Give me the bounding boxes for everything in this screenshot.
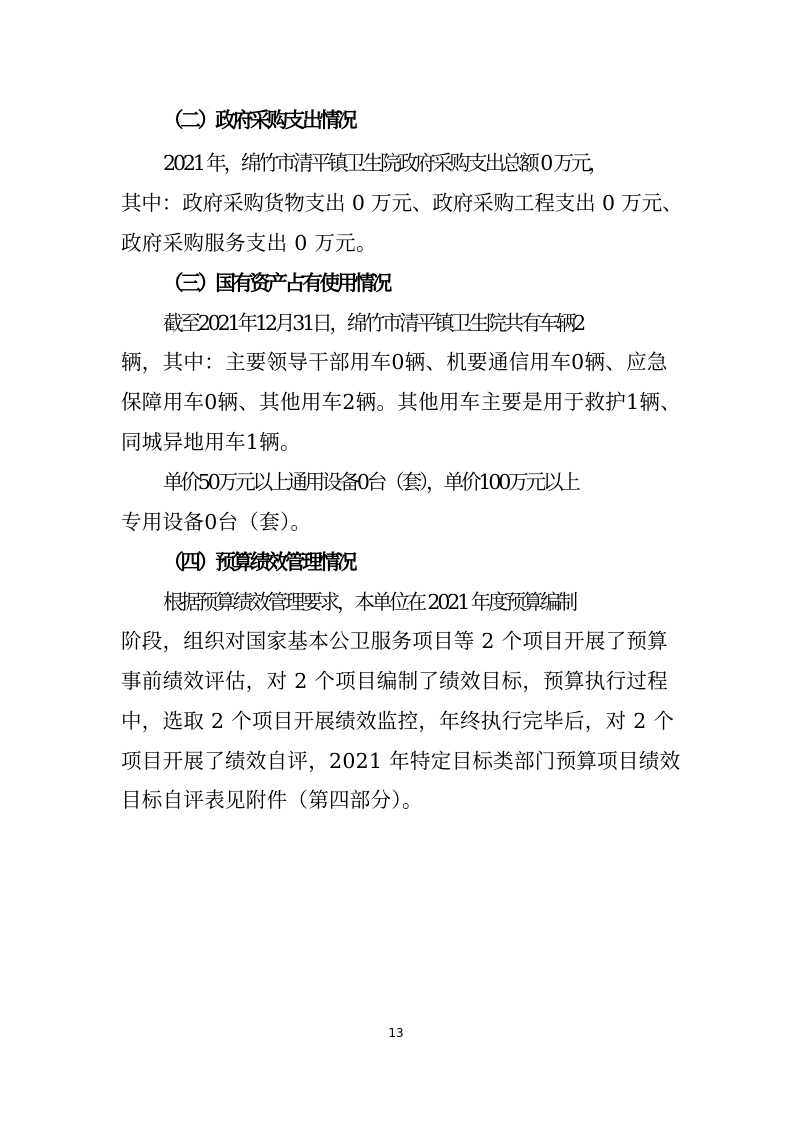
page-number: 13: [388, 1026, 404, 1040]
paragraph-line: 其中：政府采购货物支出 0 万元、政府采购工程支出 0 万元、: [121, 191, 683, 215]
paragraph-line: 根据预算绩效管理要求，本单位在 2021 年度预算编制: [163, 590, 576, 614]
paragraph-line: 单价50万元以上通用设备0台（套），单价100万元以上: [163, 470, 578, 494]
paragraph-line: 阶段，组织对国家基本公卫服务项目等 2 个项目开展了预算: [121, 629, 668, 653]
paragraph-line: 项目开展了绩效自评，2021 年特定目标类部门预算项目绩效: [121, 749, 681, 773]
paragraph-line: 2021 年，绵竹市清平镇卫生院政府采购支出总额 0 万元，: [163, 151, 606, 175]
section-heading-performance: （四）预算绩效管理情况: [163, 550, 355, 574]
paragraph-line: 中，选取 2 个项目开展绩效监控，年终执行完毕后，对 2 个: [121, 709, 675, 733]
section-heading-assets: （三）国有资产占有使用情况: [163, 271, 390, 295]
paragraph-line: 截至2021年12月31日，绵竹市清平镇卫生院共有车辆2: [163, 311, 584, 335]
paragraph-line: 辆，其中：主要领导干部用车0辆、机要通信用车0辆、应急: [121, 350, 668, 374]
section-heading-procurement: （二）政府采购支出情况: [163, 108, 355, 132]
paragraph-line: 保障用车0辆、其他用车2辆。其他用车主要是用于救护1辆、: [121, 390, 682, 414]
paragraph-line: 政府采购服务支出 0 万元。: [121, 231, 377, 255]
paragraph-line: 专用设备0台（套）。: [121, 510, 312, 534]
paragraph-line: 事前绩效评估，对 2 个项目编制了绩效目标，预算执行过程: [121, 669, 668, 693]
paragraph-line: 目标自评表见附件（第四部分）。: [121, 788, 423, 812]
paragraph-line: 同城异地用车1辆。: [121, 430, 301, 454]
